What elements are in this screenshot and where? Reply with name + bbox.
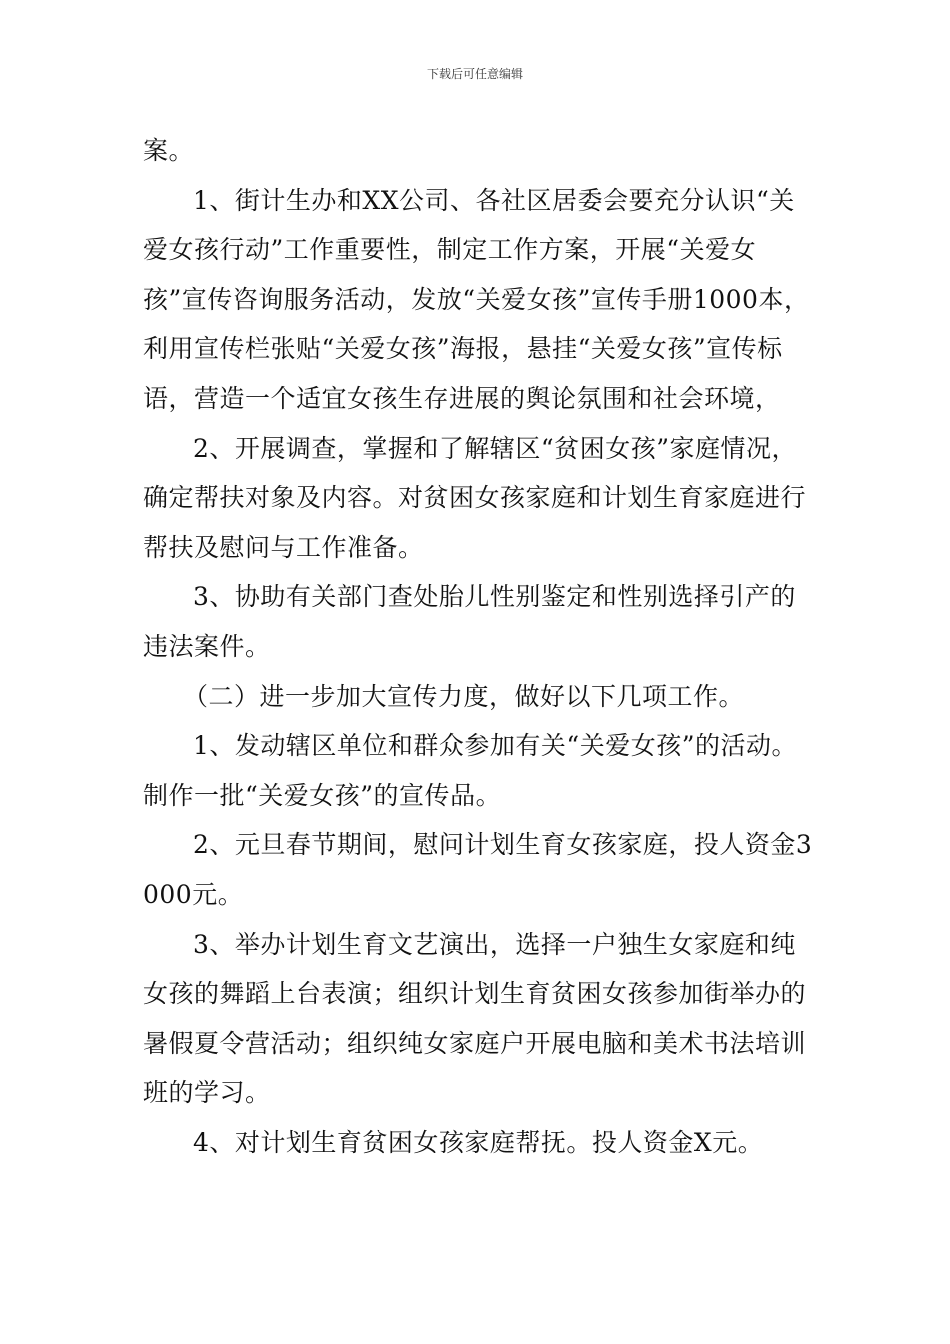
paragraph-item-1: 1、街计生办和XX公司、各社区居委会要充分认识“关爱女孩行动”工作重要性，制定工作方案，开展“关爱女孩”宣传咨询服务活动，发放“关爱女孩”宣传手册1000本，利用宣传栏张贴“关爱女孩”海报，悬挂“关爱女孩”宣传标语，营造一个适宜女孩生存进展的舆论氛围和社会环境， xyxy=(143,185,810,413)
document-body xyxy=(143,126,815,1167)
paragraph-item-3: 3、协助有关部门查处胎儿性别鉴定和性别选择引产的违法案件。 xyxy=(143,582,796,661)
section-heading-2: （二）进一步加大宣传力度，做好以下几项工作。 xyxy=(183,681,745,711)
paragraph-item-1b: 1、发动辖区单位和群众参加有关“关爱女孩”的活动。制作一批“关爱女孩”的宣传品。 xyxy=(143,731,797,810)
header-note: 下载后可任意编辑 xyxy=(426,67,523,81)
paragraph-item-3b: 3、举办计划生育文艺演出，选择一户独生女家庭和纯女孩的舞蹈上台表演；组织计划生育贫困女孩参加街举办的暑假夏令营活动；组织纯女家庭户开展电脑和美术书法培训班的学习。 xyxy=(143,929,807,1108)
paragraph-item-2: 2、开展调查，掌握和了解辖区“贫困女孩”家庭情况，确定帮扶对象及内容。对贫困女孩家庭和计划生育家庭进行帮扶及慰问与工作准备。 xyxy=(143,433,807,562)
paragraph-continuation: 案。 xyxy=(143,136,195,165)
paragraph-item-2b: 2、元旦春节期间，慰问计划生育女孩家庭，投人资金3000元。 xyxy=(143,830,813,909)
paragraph-item-4b: 4、对计划生育贫困女孩家庭帮抚。投人资金X元。 xyxy=(193,1127,764,1157)
